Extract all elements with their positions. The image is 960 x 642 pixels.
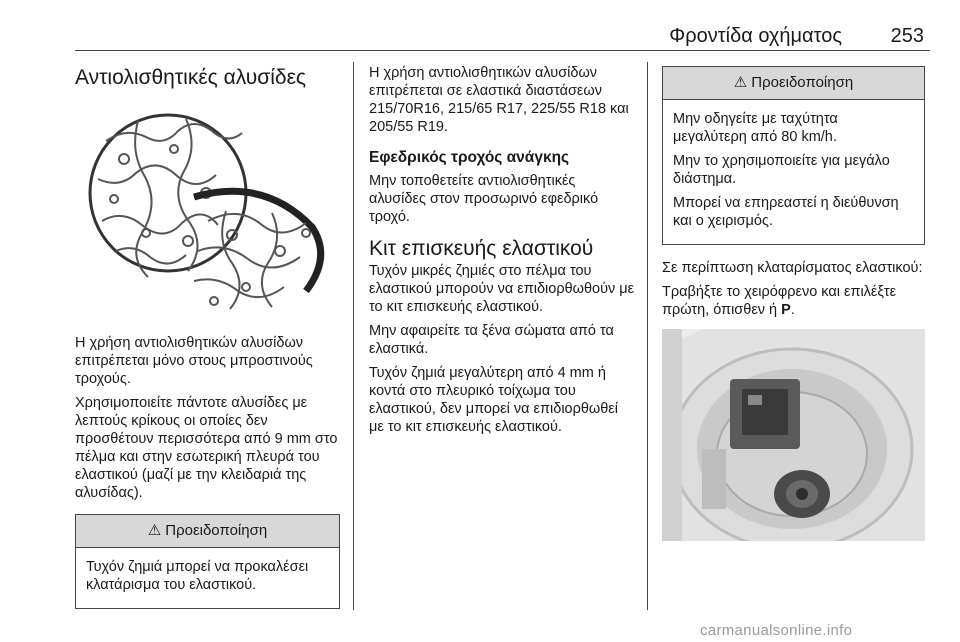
section-heading: Κιτ επισκευής ελαστικού <box>369 237 594 260</box>
paragraph: Η χρήση αντιολισθητικών αλυσίδων επιτρέπεται σε ελαστικά διαστάσεων 215/70R16, 215/65 R17, 225/55 R18 και 205/55 R19. <box>369 65 629 135</box>
chapter-title: Φροντίδα οχήματος <box>669 25 842 47</box>
tyre-repair-kit-photo-icon <box>662 329 925 541</box>
watermark: carmanualsonline.info <box>700 622 853 639</box>
warning-triangle-icon: ⚠ <box>147 522 162 539</box>
warning-header <box>76 515 339 548</box>
page-header <box>75 0 930 47</box>
paragraph: Τυχόν μικρές ζημιές στο πέλμα του ελαστικού μπορούν να επιδιορθωθούν με το κιτ επισκευής ελαστικού. <box>369 263 635 315</box>
snow-chains-illustration-icon <box>75 100 342 320</box>
warning-title: Προειδοποίηση <box>751 74 854 91</box>
warning-item: Μην οδηγείτε με ταχύτητα μεγαλύτερη από 80 km/h. <box>673 111 838 145</box>
header-rule <box>75 50 930 51</box>
paragraph: Μην τοποθετείτε αντιολισθητικές αλυσίδες στον προσωρινό εφεδρικό τροχό. <box>369 173 599 225</box>
warning-box <box>75 514 340 609</box>
warning-box <box>662 66 925 245</box>
warning-triangle-icon: ⚠ <box>733 74 748 91</box>
warning-title: Προειδοποίηση <box>165 522 268 539</box>
paragraph-text: Τραβήξτε το χειρόφρενο και επιλέξτε πρώτη, όπισθεν ή <box>662 284 897 318</box>
page-number: 253 <box>890 25 924 47</box>
paragraph <box>662 283 925 319</box>
paragraph-end: . <box>790 302 795 318</box>
warning-body <box>663 100 924 244</box>
paragraph: Η χρήση αντιολισθητικών αλυσίδων επιτρέπεται μόνο στους μπροστινούς τροχούς. <box>75 335 313 387</box>
column-divider-1 <box>353 62 354 610</box>
warning-header <box>663 67 924 100</box>
column-2 <box>369 64 635 442</box>
warning-text: Τυχόν ζημιά μπορεί να προκαλέσει κλατάρισμα του ελαστικού. <box>86 559 309 593</box>
paragraph: Χρησιμοποιείτε πάντοτε αλυσίδες με λεπτούς κρίκους οι οποίες δεν προσθέτουν περισσότερα από 9 mm στο πέλμα και στην εσωτερική πλευρά του ελαστικού (μαζί με την κλειδαριά της αλυσίδας). <box>75 395 338 501</box>
section-heading: Αντιολισθητικές αλυσίδες <box>75 66 307 89</box>
warning-item: Μην το χρησιμοποιείτε για μεγάλο διάστημα. <box>673 153 890 187</box>
warning-item: Μπορεί να επηρεαστεί η διεύθυνση και ο χειρισμός. <box>673 195 899 229</box>
paragraph: Τυχόν ζημιά μεγαλύτερη από 4 mm ή κοντά στο πλευρικό τοίχωμα του ελαστικού, δεν μπορεί να επιδιορθωθεί με το κιτ επισκευής ελαστικού. <box>369 365 618 435</box>
column-divider-2 <box>647 62 648 610</box>
paragraph: Σε περίπτωση κλαταρίσματος ελαστικού: <box>662 260 923 276</box>
column-1 <box>75 66 340 609</box>
warning-body <box>76 548 339 608</box>
gear-p-label: P <box>781 302 791 318</box>
subsection-heading: Εφεδρικός τροχός ανάγκης <box>369 149 570 166</box>
column-3 <box>662 66 925 541</box>
paragraph: Μην αφαιρείτε τα ξένα σώματα από τα ελαστικά. <box>369 323 614 357</box>
